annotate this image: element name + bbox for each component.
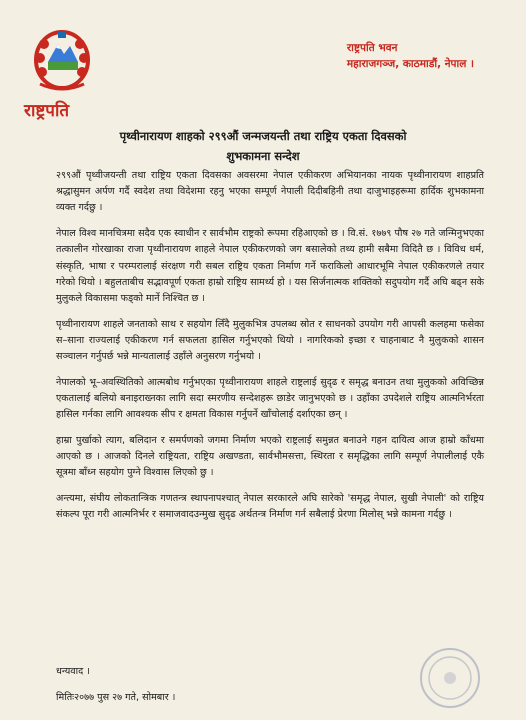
message-title xyxy=(40,126,486,166)
office-address xyxy=(347,40,474,72)
paragraph: अन्त्यमा, संघीय लोकतान्त्रिक गणतन्त्र स्थापनापश्चात् नेपाल सरकारले अघि सारेको 'समृद्ध नेपाल, सुखी नेपाली' को राष्ट्रिय संकल्प पूरा गरी आत्मनिर्भर र समाजवादउन्मुख सुदृढ अर्थतन्त्र निर्माण गर्न सबैलाई प्रेरणा मिलोस् भन्ने कामना गर्दछु । xyxy=(56,492,484,521)
paragraph: नेपालको भू–अवस्थितिको आत्मबोध गर्नुभएका पृथ्वीनारायण शाहले राष्ट्रलाई सुदृढ र समृद्ध बनाउन तथा मुलुकको अविच्छिन्न एकतालाई बलियो बनाइराख्नका लागि सदा स्मरणीय सन्देशहरू छाडेर जानुभएको छ । उहाँका उपदेशले राष्ट्रिय आत्मनिर्भरता हासिल गर्नका लागि आवश्यक सीप र क्षमता विकास गर्नुपर्ने खाँचोलाई दर्शाएका छन् । xyxy=(56,376,484,421)
paragraph: नेपाल विश्व मानचित्रमा सदैव एक स्वाधीन र सार्वभौम राष्ट्रको रूपमा रहिआएको छ । वि.सं. १७७९ पौष २७ गते जन्मिनुभएका तत्कालीन गोरखाका राजा पृथ्वीनारायण शाहले नेपाल एकीकरणको जग बसालेको तथ्य हामी सबैमा विदितै छ । विविध धर्म, संस्कृति, भाषा र परम्परालाई संरक्षण गरी सबल राष्ट्रिय एकता निर्माण गर्ने फराकिलो आधारभूमि नेपाल एकीकरणले तयार गरेको थियो । बहुलताबीच सद्भावपूर्ण एकता हाम्रो राष्ट्रिय सामर्थ्य हो । यस सिर्जनात्मक शक्तिको सदुपयोग गर्दै अघि बढ्न सके मुलुकले विकासमा फड्को मार्ने निश्चित छ । xyxy=(56,228,484,304)
paragraph: २९९औं पृथ्वीजयन्ती तथा राष्ट्रिय एकता दिवसका अवसरमा नेपाल एकीकरण अभियानका नायक पृथ्वीनारायण शाहप्रति श्रद्धासुमन अर्पण गर्दै स्वदेश तथा विदेशमा रहनु भएका सम्पूर्ण नेपाली दिदीबहिनी तथा दाजुभाइहरूमा हार्दिक शुभकामना व्यक्त गर्दछु । xyxy=(56,170,484,214)
address-line-2: महाराजगञ्ज, काठमाडौं, नेपाल । xyxy=(346,58,474,70)
address-line-1: राष्ट्रपति भवन xyxy=(346,42,398,54)
nepal-coat-of-arms-icon xyxy=(30,24,94,96)
message-body xyxy=(56,168,484,533)
paragraph: पृथ्वीनारायण शाहले जनताको साथ र सहयोग लिँदै मुलुकभित्र उपलब्ध स्रोत र साधनको उपयोग गरी आपसी कलहमा फसेका स–साना राज्यलाई एकीकरण गर्न सफलता हासिल गर्नुभएको थियो । नागरिकको इच्छा र चाहनाबाट नै मुलुकको शासन सञ्चालन गर्नुपर्छ भन्ने मान्यतालाई उहाँले अनुसरण गर्नुभयो । xyxy=(56,318,484,363)
paragraph: हाम्रा पुर्खाको त्याग, बलिदान र समर्पणको जगमा निर्माण भएको राष्ट्रलाई समुन्नत बनाउने गहन दायित्व आज हाम्रो काँधमा आएको छ । आजको दिनले राष्ट्रियता, राष्ट्रिय अखण्डता, सार्वभौमसत्ता, स्थिरता र समृद्धिका लागि सम्पूर्ण नेपालीलाई एकै सूत्रमा बाँध्न सहयोग पुग्ने विश्वास लिएको छु । xyxy=(56,434,484,479)
closing-text: धन्यवाद । xyxy=(56,666,90,677)
date-line: मितिः२०७७ पुस २७ गते, सोमबार । xyxy=(56,692,176,703)
title-line-2: शुभकामना सन्देश xyxy=(226,149,300,163)
brand-title: राष्ट्रपति xyxy=(24,101,70,121)
official-stamp-icon xyxy=(418,646,482,710)
title-line-1: पृथ्वीनारायण शाहको २९९औं जन्मजयन्ती तथा राष्ट्रिय एकता दिवसको xyxy=(119,129,407,143)
